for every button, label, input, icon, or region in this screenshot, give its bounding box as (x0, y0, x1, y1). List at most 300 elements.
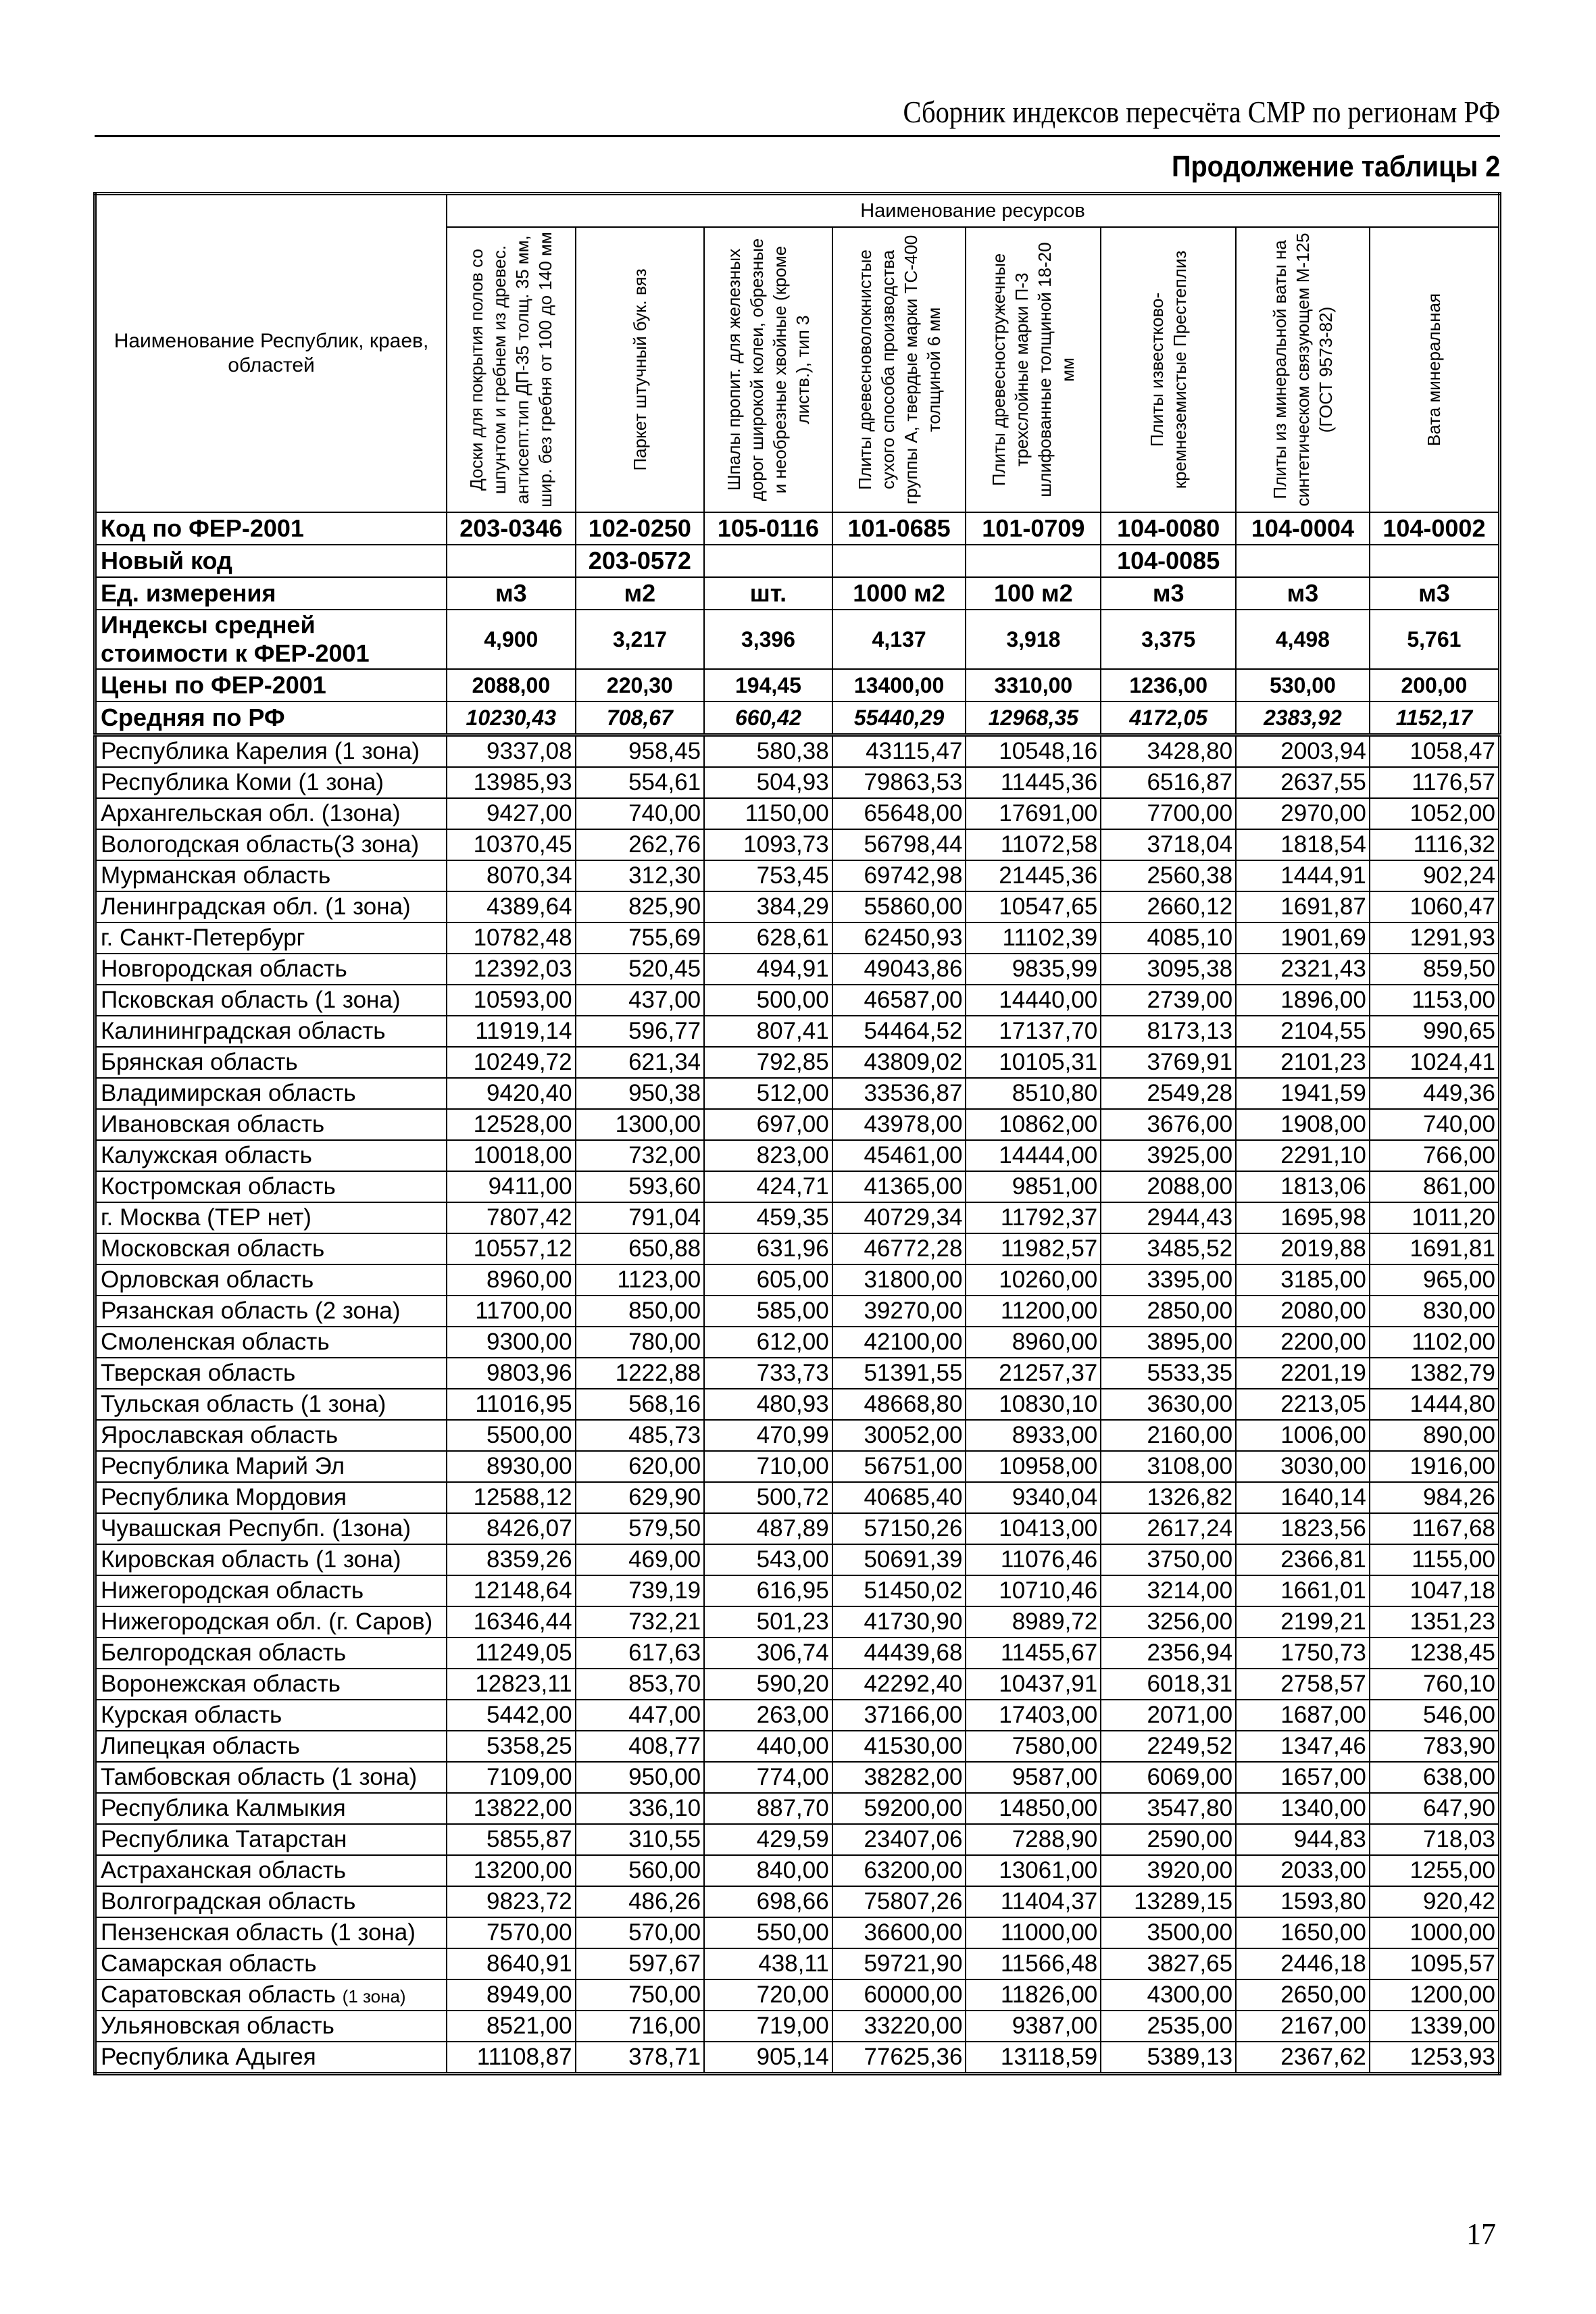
table-cell: 3750,00 (1101, 1544, 1236, 1575)
table-cell: 719,00 (704, 2011, 832, 2042)
table-row (95, 1264, 1500, 1296)
new-code-row (95, 545, 1500, 577)
region-name-text: Московская область (101, 1235, 325, 1262)
table-cell: 859,50 (1370, 954, 1500, 985)
table-cell: 437,00 (576, 985, 705, 1016)
region-name (95, 860, 447, 891)
region-name-text: Астраханская область (101, 1857, 347, 1884)
region-name-text: Нижегородская область (101, 1577, 364, 1604)
region-name (95, 1109, 447, 1140)
table-cell: 200,00 (1370, 669, 1500, 701)
region-name-text: Республика Татарстан (101, 1826, 347, 1852)
table-cell: 2033,00 (1236, 1855, 1370, 1886)
row-label: Новый код (95, 545, 447, 577)
table-cell: м3 (447, 577, 576, 610)
region-name-text: Белгородская область (101, 1640, 347, 1666)
table-cell: 2088,00 (1101, 1171, 1236, 1202)
region-name-text: Калининградская область (101, 1018, 386, 1044)
table-cell: 10548,16 (966, 735, 1101, 768)
table-row (95, 954, 1500, 985)
table-cell: 101-0685 (832, 512, 966, 545)
table-cell: м3 (1370, 577, 1500, 610)
running-header (95, 93, 1500, 137)
table-cell: 2104,55 (1236, 1016, 1370, 1047)
region-name (95, 1824, 447, 1855)
table-cell: 438,11 (704, 1948, 832, 1979)
table-row (95, 1296, 1500, 1327)
table-cell: 378,71 (576, 2042, 705, 2074)
table-cell: 1941,59 (1236, 1078, 1370, 1109)
region-name-text: г. Москва (ТЕР нет) (101, 1204, 311, 1231)
region-name (95, 1855, 447, 1886)
table-row (95, 860, 1500, 891)
table-cell: 850,00 (576, 1296, 705, 1327)
table-cell: 2739,00 (1101, 985, 1236, 1016)
resource-header-cell (447, 227, 576, 512)
table-cell: 9340,04 (966, 1482, 1101, 1513)
table-row (95, 922, 1500, 954)
table-cell: 1167,68 (1370, 1513, 1500, 1544)
table-row (95, 1389, 1500, 1420)
table-cell: 950,00 (576, 1762, 705, 1793)
table-cell: 628,61 (704, 922, 832, 954)
table-cell: 8960,00 (966, 1327, 1101, 1358)
table-cell: 5,761 (1370, 610, 1500, 669)
table-cell: 16346,44 (447, 1606, 576, 1638)
table-row (95, 829, 1500, 860)
table-cell: 9337,08 (447, 735, 576, 768)
table-cell: 7700,00 (1101, 798, 1236, 829)
table-cell: 718,03 (1370, 1824, 1500, 1855)
table-cell: 2291,10 (1236, 1140, 1370, 1171)
table-cell: 13061,00 (966, 1855, 1101, 1886)
table-cell: 5533,35 (1101, 1358, 1236, 1389)
table-cell: 9587,00 (966, 1762, 1101, 1793)
table-cell: 8960,00 (447, 1264, 576, 1296)
table-cell: 104-0004 (1236, 512, 1370, 545)
region-name-text: Владимирская область (101, 1080, 356, 1106)
table-cell: 56798,44 (832, 829, 966, 860)
table-cell: 3428,80 (1101, 735, 1236, 768)
table-row (95, 1451, 1500, 1482)
region-name (95, 954, 447, 985)
table-cell: 755,69 (576, 922, 705, 954)
table-cell: 384,29 (704, 891, 832, 922)
table-cell: 3030,00 (1236, 1451, 1370, 1482)
region-name (95, 1016, 447, 1047)
table-cell: 480,93 (704, 1389, 832, 1420)
table-cell: 11000,00 (966, 1917, 1101, 1948)
table-cell: 631,96 (704, 1233, 832, 1264)
table-cell: 13400,00 (832, 669, 966, 701)
region-name-text: Курская область (101, 1702, 282, 1728)
table-cell: 546,00 (1370, 1700, 1500, 1731)
table-cell: 48668,80 (832, 1389, 966, 1420)
table-cell: 203-0572 (576, 545, 705, 577)
table-cell: 3395,00 (1101, 1264, 1236, 1296)
table-cell: 2367,62 (1236, 2042, 1370, 2074)
table-cell: 2249,52 (1101, 1731, 1236, 1762)
table-header (95, 194, 1500, 513)
table-cell: 1818,54 (1236, 829, 1370, 860)
resource-header-cell (966, 227, 1101, 512)
table-cell: 30052,00 (832, 1420, 966, 1451)
table-cell: 56751,00 (832, 1451, 966, 1482)
table-cell (832, 545, 966, 577)
table-cell: 9803,96 (447, 1358, 576, 1389)
table-cell: 3,396 (704, 610, 832, 669)
table-cell: м3 (1101, 577, 1236, 610)
table-row (95, 1762, 1500, 1793)
table-cell: 733,73 (704, 1358, 832, 1389)
table-cell: 7807,42 (447, 1202, 576, 1233)
table-cell: 605,00 (704, 1264, 832, 1296)
region-name-text: Саратовская область (101, 1981, 336, 2008)
region-name-text: Орловская область (101, 1266, 314, 1293)
table-cell: 5389,13 (1101, 2042, 1236, 2074)
table-cell: 2970,00 (1236, 798, 1370, 829)
region-name-text: Кировская область (1 зона) (101, 1546, 401, 1573)
region-name-text: Нижегородская обл. (г. Саров) (101, 1608, 433, 1635)
table-cell: 8426,07 (447, 1513, 576, 1544)
table-cell: 720,00 (704, 1979, 832, 2011)
table-cell: 11792,37 (966, 1202, 1101, 1233)
table-cell: 3185,00 (1236, 1264, 1370, 1296)
table-cell: 13822,00 (447, 1793, 576, 1824)
table-cell: 14444,00 (966, 1140, 1101, 1171)
resource-name: Плиты древесноволокнистые сухого способа производства группы А, твердые марки ТС-400 толщиной 6 мм (854, 235, 944, 505)
table-cell: 1058,47 (1370, 735, 1500, 768)
row-label: Код по ФЕР-2001 (95, 512, 447, 545)
table-cell: 37166,00 (832, 1700, 966, 1731)
table-cell: 861,00 (1370, 1171, 1500, 1202)
table-cell: 43809,02 (832, 1047, 966, 1078)
table-cell: 9300,00 (447, 1327, 576, 1358)
table-cell: 33220,00 (832, 2011, 966, 2042)
table-cell: 585,00 (704, 1296, 832, 1327)
fer-price-row (95, 669, 1500, 701)
table-cell: 203-0346 (447, 512, 576, 545)
table-row (95, 1948, 1500, 1979)
table-cell (966, 545, 1101, 577)
table-cell: 617,63 (576, 1638, 705, 1669)
table-cell: 424,71 (704, 1171, 832, 1202)
region-name (95, 1047, 447, 1078)
table-cell: 41365,00 (832, 1171, 966, 1202)
table-cell: 10018,00 (447, 1140, 576, 1171)
table-cell: 3310,00 (966, 669, 1101, 701)
table-cell: 708,67 (576, 701, 705, 735)
table-cell: 1052,00 (1370, 798, 1500, 829)
table-cell: 3925,00 (1101, 1140, 1236, 1171)
table-cell: 1650,00 (1236, 1917, 1370, 1948)
table-cell: 4,900 (447, 610, 576, 669)
table-cell: 5855,87 (447, 1824, 576, 1855)
table-row (95, 1202, 1500, 1233)
region-name-text: Новгородская область (101, 956, 347, 982)
table-cell: 39270,00 (832, 1296, 966, 1327)
table-cell: 36600,00 (832, 1917, 966, 1948)
table-row (95, 1171, 1500, 1202)
table-cell: 3547,80 (1101, 1793, 1236, 1824)
table-cell: 3214,00 (1101, 1575, 1236, 1606)
table-cell: 60000,00 (832, 1979, 966, 2011)
region-name (95, 1482, 447, 1513)
table-row (95, 1327, 1500, 1358)
table-row (95, 1917, 1500, 1948)
table-cell: 1155,00 (1370, 1544, 1500, 1575)
resources-group-header: Наименование ресурсов (447, 194, 1500, 228)
table-cell: 31800,00 (832, 1264, 966, 1296)
rf-average-row (95, 701, 1500, 735)
table-cell: 1093,73 (704, 829, 832, 860)
region-name-text: Смоленская область (101, 1329, 330, 1355)
region-name-text: Ульяновская область (101, 2013, 334, 2039)
table-row (95, 1575, 1500, 1606)
table-cell: 470,99 (704, 1420, 832, 1451)
table-cell: 3920,00 (1101, 1855, 1236, 1886)
table-cell: 75807,26 (832, 1886, 966, 1917)
table-cell: 792,85 (704, 1047, 832, 1078)
table-cell: 6069,00 (1101, 1762, 1236, 1793)
table-cell: 9851,00 (966, 1171, 1101, 1202)
region-name (95, 2011, 447, 2042)
table-cell: 1351,23 (1370, 1606, 1500, 1638)
table-cell: 1176,57 (1370, 767, 1500, 798)
table-cell: 1901,69 (1236, 922, 1370, 954)
table-cell: 10593,00 (447, 985, 576, 1016)
table-cell: 46587,00 (832, 985, 966, 1016)
table-cell: 920,42 (1370, 1886, 1500, 1917)
table-cell: 102-0250 (576, 512, 705, 545)
table-cell: 10862,00 (966, 1109, 1101, 1140)
table-cell: 10830,10 (966, 1389, 1101, 1420)
table-cell: 4389,64 (447, 891, 576, 922)
table-cell: 33536,87 (832, 1078, 966, 1109)
region-name-text: Тамбовская область (1 зона) (101, 1764, 418, 1790)
table-cell: 660,42 (704, 701, 832, 735)
table-cell: 11102,39 (966, 922, 1101, 954)
region-name-text: Ленинградская обл. (1 зона) (101, 893, 411, 920)
table-cell: 8640,91 (447, 1948, 576, 1979)
region-name-text: Республика Карелия (1 зона) (101, 738, 420, 764)
table-cell: 17691,00 (966, 798, 1101, 829)
table-cell: 336,10 (576, 1793, 705, 1824)
table-cell: 41730,90 (832, 1606, 966, 1638)
region-name-text: Костромская область (101, 1173, 336, 1200)
table-cell: 1661,01 (1236, 1575, 1370, 1606)
table-cell: 739,19 (576, 1575, 705, 1606)
table-cell: 5500,00 (447, 1420, 576, 1451)
table-cell: 105-0116 (704, 512, 832, 545)
table-cell: 1153,00 (1370, 985, 1500, 1016)
table-cell: 4300,00 (1101, 1979, 1236, 2011)
table-cell: 220,30 (576, 669, 705, 701)
region-name (95, 985, 447, 1016)
table-caption: Продолжение таблицы 2 (1171, 150, 1500, 183)
region-name-text: Пензенская область (1 зона) (101, 1919, 416, 1946)
region-name-text: Мурманская область (101, 862, 331, 889)
table-cell: 408,77 (576, 1731, 705, 1762)
table-cell: 487,89 (704, 1513, 832, 1544)
table-cell: 11072,58 (966, 829, 1101, 860)
table-cell: 12588,12 (447, 1482, 576, 1513)
table-cell: 2660,12 (1101, 891, 1236, 922)
table-cell: 1687,00 (1236, 1700, 1370, 1731)
table-cell: 2321,43 (1236, 954, 1370, 985)
region-name-text: Республика Марий Эл (101, 1453, 345, 1479)
table-cell: 7570,00 (447, 1917, 576, 1948)
table-cell: 486,26 (576, 1886, 705, 1917)
table-cell: 2617,24 (1101, 1513, 1236, 1544)
table-cell: 504,93 (704, 767, 832, 798)
table-cell: 3769,91 (1101, 1047, 1236, 1078)
table-cell: 4,137 (832, 610, 966, 669)
table-cell: 10230,43 (447, 701, 576, 735)
region-name-text: Калужская область (101, 1142, 312, 1168)
table-cell: 262,76 (576, 829, 705, 860)
region-name (95, 1793, 447, 1824)
table-cell: 593,60 (576, 1171, 705, 1202)
table-cell: 753,45 (704, 860, 832, 891)
table-cell: 766,00 (1370, 1140, 1500, 1171)
table-cell: 1908,00 (1236, 1109, 1370, 1140)
table-cell: 2383,92 (1236, 701, 1370, 735)
region-name-text: Ивановская область (101, 1111, 325, 1137)
region-name (95, 798, 447, 829)
table-cell: 3,918 (966, 610, 1101, 669)
table-cell: шт. (704, 577, 832, 610)
table-cell: 823,00 (704, 1140, 832, 1171)
table-cell: 1150,00 (704, 798, 832, 829)
table-cell: 17137,70 (966, 1016, 1101, 1047)
row-label: Средняя по РФ (95, 701, 447, 735)
table-cell: 21445,36 (966, 860, 1101, 891)
table-cell: 1024,41 (1370, 1047, 1500, 1078)
table-cell: 1236,00 (1101, 669, 1236, 701)
resource-name: Шпалы пропит. для железных дорог широкой колеи, обрезные и необрезные хвойные (кроме листв.), тип 3 (723, 238, 813, 501)
table-cell: 57150,26 (832, 1513, 966, 1544)
region-name-text: Тульская область (1 зона) (101, 1391, 386, 1417)
table-cell: 69742,98 (832, 860, 966, 891)
region-name (95, 1296, 447, 1327)
table-cell: 11455,67 (966, 1638, 1101, 1669)
table-cell: 263,00 (704, 1700, 832, 1731)
table-cell: 21257,37 (966, 1358, 1101, 1389)
table-cell: 958,45 (576, 735, 705, 768)
table-cell: 45461,00 (832, 1140, 966, 1171)
table-cell: 887,70 (704, 1793, 832, 1824)
table-cell: 1000 м2 (832, 577, 966, 610)
table-cell: 740,00 (576, 798, 705, 829)
table-cell: 10105,31 (966, 1047, 1101, 1078)
table-cell: 63200,00 (832, 1855, 966, 1886)
table-cell: 2003,94 (1236, 735, 1370, 768)
table-cell: 8359,26 (447, 1544, 576, 1575)
page-number: 17 (1466, 2217, 1496, 2250)
region-name-text: Псковская область (1 зона) (101, 987, 401, 1013)
table-row (95, 1700, 1500, 1731)
table-cell: 3827,65 (1101, 1948, 1236, 1979)
region-name (95, 1078, 447, 1109)
table-cell: 1102,00 (1370, 1327, 1500, 1358)
region-name (95, 1420, 447, 1451)
table-cell: 1238,45 (1370, 1638, 1500, 1669)
region-name-text: Ярославская область (101, 1422, 339, 1448)
table-cell: 306,74 (704, 1638, 832, 1669)
table-cell: 100 м2 (966, 577, 1101, 610)
table-cell: 5358,25 (447, 1731, 576, 1762)
table-cell: 3630,00 (1101, 1389, 1236, 1420)
table-cell (1236, 545, 1370, 577)
table-cell: 1657,00 (1236, 1762, 1370, 1793)
table-cell: 620,00 (576, 1451, 705, 1482)
table-cell: 2650,00 (1236, 1979, 1370, 2011)
table-cell: 38282,00 (832, 1762, 966, 1793)
fer-code-row (95, 512, 1500, 545)
table-cell: 40729,34 (832, 1202, 966, 1233)
table-cell: 568,16 (576, 1389, 705, 1420)
table-cell: 2560,38 (1101, 860, 1236, 891)
table-cell: 616,95 (704, 1575, 832, 1606)
table-row (95, 1513, 1500, 1544)
table-cell: 590,20 (704, 1669, 832, 1700)
table-cell: 1326,82 (1101, 1482, 1236, 1513)
region-name (95, 1202, 447, 1233)
region-name (95, 767, 447, 798)
region-name-text: Брянская область (101, 1049, 298, 1075)
table-cell: 11982,57 (966, 1233, 1101, 1264)
table-cell: 2366,81 (1236, 1544, 1370, 1575)
table-cell: 1640,14 (1236, 1482, 1370, 1513)
resource-header-cell (1101, 227, 1236, 512)
table-cell: 23407,06 (832, 1824, 966, 1855)
table-cell: 3095,38 (1101, 954, 1236, 985)
table-row (95, 767, 1500, 798)
region-name (95, 1264, 447, 1296)
table-cell: 2213,05 (1236, 1389, 1370, 1420)
table-row (95, 1109, 1500, 1140)
table-cell: м3 (1236, 577, 1370, 610)
table-cell: 750,00 (576, 1979, 705, 2011)
table-cell: 77625,36 (832, 2042, 966, 2074)
region-name (95, 1451, 447, 1482)
table-cell: 650,88 (576, 1233, 705, 1264)
table-cell: 1691,87 (1236, 891, 1370, 922)
table-cell: 13985,93 (447, 767, 576, 798)
table-cell: 14440,00 (966, 985, 1101, 1016)
table-cell: 2167,00 (1236, 2011, 1370, 2042)
table-cell: 791,04 (576, 1202, 705, 1233)
region-name-text: Вологодская область(3 зона) (101, 831, 420, 858)
table-row (95, 1979, 1500, 2011)
table-cell: 2535,00 (1101, 2011, 1236, 2042)
table-cell: 2080,00 (1236, 1296, 1370, 1327)
table-cell: 3485,52 (1101, 1233, 1236, 1264)
table-cell: 500,72 (704, 1482, 832, 1513)
table-row (95, 735, 1500, 768)
table-cell: 579,50 (576, 1513, 705, 1544)
table-row (95, 1233, 1500, 1264)
region-name-text: г. Санкт-Петербург (101, 925, 305, 951)
table-cell: 17403,00 (966, 1700, 1101, 1731)
table-cell: 11404,37 (966, 1886, 1101, 1917)
table-cell: 194,45 (704, 669, 832, 701)
table-row (95, 1638, 1500, 1669)
table-cell: 13289,15 (1101, 1886, 1236, 1917)
table-row (95, 2042, 1500, 2074)
region-name (95, 891, 447, 922)
